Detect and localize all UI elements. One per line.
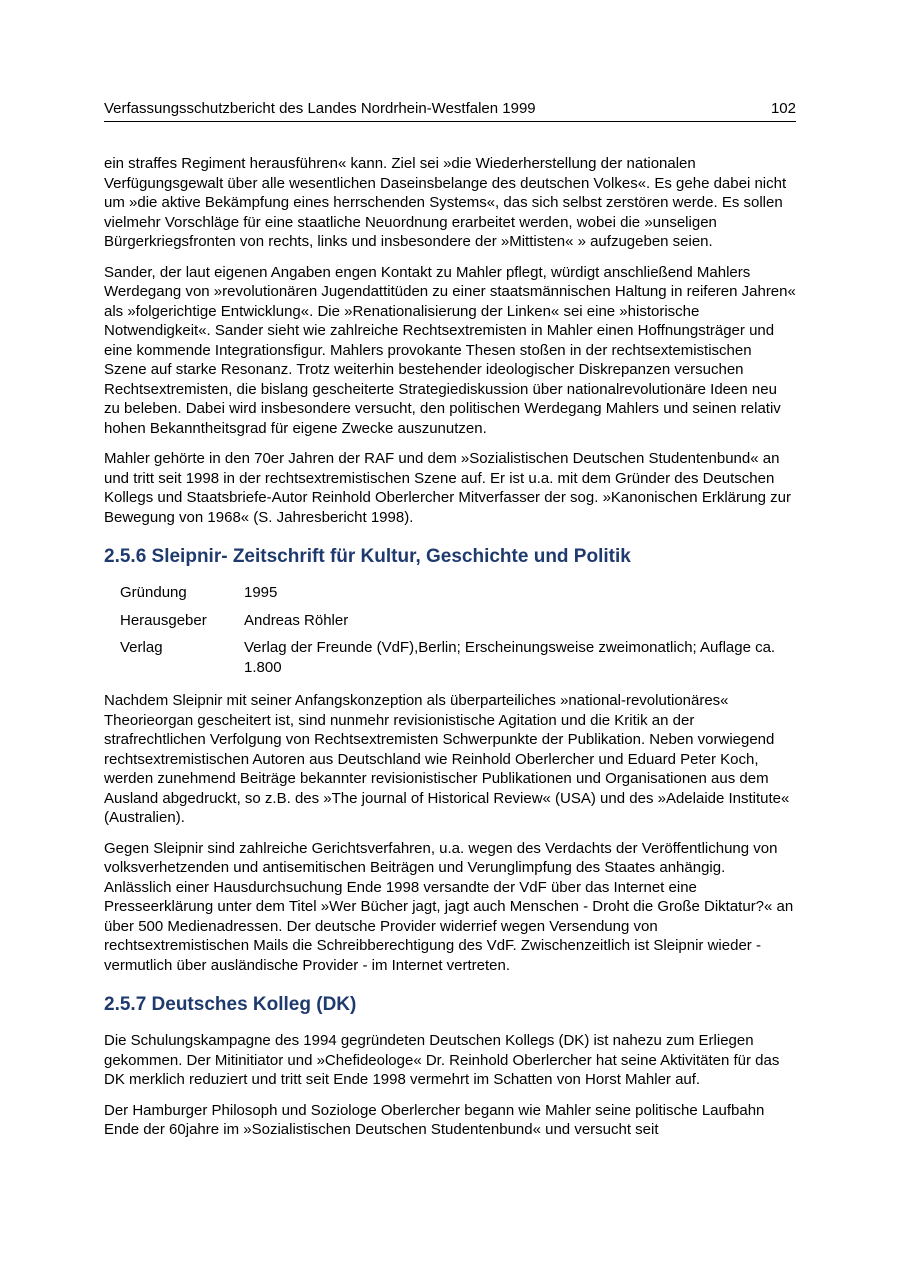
document-body [104,154,796,1140]
body-paragraph: Der Hamburger Philosoph und Soziologe Oberlercher begann wie Mahler seine politische Laufbahn Ende der 60jahre im »Sozialistischen Deutschen Studentenbund« und versucht seit [104,1101,765,1138]
body-paragraph: Nachdem Sleipnir mit seiner Anfangskonzeption als überparteiliches »national-revolutionäres« Theorieorgan gescheitert ist, sind nunmehr revisionistische Agitation und die Kritik an der strafrechtlichen Verfolgung von Rechtsextremisten Schwerpunkte der Publikation. Neben vorwiegend rechtsextremistischen Autoren aus Deutschland wie Reinhold Oberlercher und Eduard Peter Koch, werden zunehmend Beiträge bekannter revisionistischer Publikationen und Organisationen aus dem Ausland abgedruckt, so z.B. des »The journal of Historical Review« (USA) und des »Adelaide Institute« (Australien). [104,692,790,826]
fact-label: Herausgeber [120,611,207,629]
fact-value: Verlag der Freunde (VdF),Berlin; Erscheinungsweise zweimonatlich; Auflage ca. 1.800 [244,639,776,676]
page-header [104,100,796,122]
document-title: Verfassungsschutzbericht des Landes Nordrhein-Westfalen 1999 [104,100,536,117]
fact-label: Verlag [120,639,163,656]
section-heading-2-5-7: 2.5.7 Deutsches Kolleg (DK) [104,994,357,1015]
fact-row [104,611,796,631]
fact-value: 1995 [244,584,278,601]
fact-label: Gründung [120,584,187,601]
body-paragraph: ein straffes Regiment herausführen« kann. Ziel sei »die Wiederherstellung der nationalen Verfügungsgewalt über alle wesentlichen Daseinsbelange des deutschen Volkes«. Es gehe dabei nicht um »die aktive Bekämpfung eines herrschenden Systems«, das sich selbst zerstören werde. Es sollen vielmehr Vorschläge für eine staatliche Neuordnung erarbeitet werden, wobei die »unseligen Bürgerkriegsfronten von rechts, links und insbesondere der »Mittisten« » aufzugeben seien. [104,155,787,250]
page-number: 102 [770,100,796,117]
body-paragraph: Gegen Sleipnir sind zahlreiche Gerichtsverfahren, u.a. wegen des Verdachts der Veröffentlichung von volksverhetzenden und antisemitischen Beiträgen und Verunglimpfung des Staates anhängig. Anlässlich einer Hausdurchsuchung Ende 1998 versandte der VdF über das Internet eine Presseerklärung unter dem Titel »Wer Bücher jagt, jagt auch Menschen - Droht die Große Diktatur?« an über 500 Medienadressen. Der deutsche Provider widerrief wegen Versendung von rechtsextremistischen Mails die Schreibberechtigung des VdF. Zwischenzeitlich ist Sleipnir wieder - vermutlich über ausländische Provider - im Internet vertreten. [104,839,794,974]
fact-row [104,583,796,603]
body-paragraph: Mahler gehörte in den 70er Jahren der RAF und dem »Sozialistischen Deutschen Studentenbund« an und tritt seit 1998 in der rechtsextremistischen Szene auf. Er ist u.a. mit dem Gründer des Deutschen Kollegs und Staatsbriefe-Autor Reinhold Oberlercher Mitverfasser der sog. »Kanonischen Erklärung zur Bewegung von 1968« (S. Jahresbericht 1998). [104,450,792,526]
body-paragraph: Sander, der laut eigenen Angaben engen Kontakt zu Mahler pflegt, würdigt anschließend Mahlers Werdegang von »revolutionären Jugendattitüden zu einer staatsmännischen Haltung in reiferen Jahren« als »folgerichtige Entwicklung«. Die »Renationalisierung der Linken« sei eine »historische Notwendigkeit«. Sander sieht wie zahlreiche Rechtsextremisten in Mahler einen Hoffnungsträger und eine kommende Integrationsfigur. Mahlers provokante Thesen stoßen in der rechtsextemistischen Szene auf starke Resonanz. Trotz weiterhin bestehender ideologischer Diskrepanzen versuchen Rechtsextremisten, die bislang gescheiterte Strategiediskussion über nationalrevolutionäre Ideen neu zu beleben. Dabei wird insbesondere versucht, den politischen Werdegang Mahlers und seinen relativ hohen Bekanntheitsgrad für eigene Zwecke auszunutzen. [104,263,796,437]
fact-value: Andreas Röhler [244,611,349,629]
section-heading-2-5-6: 2.5.6 Sleipnir- Zeitschrift für Kultur, Geschichte und Politik [104,546,631,567]
publication-facts [104,583,796,677]
body-paragraph: Die Schulungskampagne des 1994 gegründeten Deutschen Kollegs (DK) ist nahezu zum Erliegen gekommen. Der Mitinitiator und »Chefideologe« Dr. Reinhold Oberlercher hat seine Aktivitäten für das DK merklich reduziert und tritt seit Ende 1998 vermehrt im Schatten von Horst Mahler auf. [104,1032,780,1088]
fact-row [104,638,796,677]
